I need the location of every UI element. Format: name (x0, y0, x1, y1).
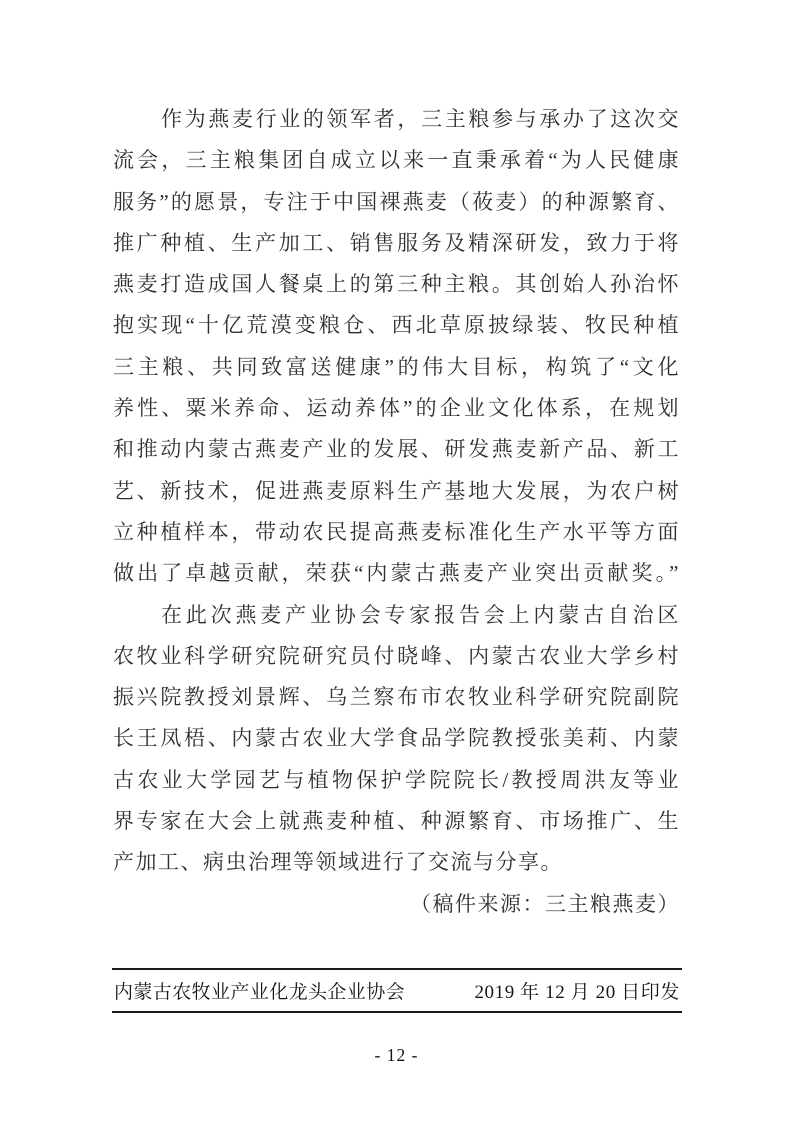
body-line: 服务”的愿景，专注于中国裸燕麦（莜麦）的种源繁育、 (113, 189, 680, 214)
body-line: 界专家在大会上就燕麦种植、种源繁育、市场推广、生 (113, 809, 680, 834)
footer (112, 968, 682, 1013)
body-line: 推广种植、生产加工、销售服务及精深研发，致力于将 (113, 230, 680, 255)
body-line: 三主粮、共同致富送健康”的伟大目标，构筑了“文化 (113, 354, 680, 379)
body-line: 和推动内蒙古燕麦产业的发展、研发燕麦新产品、新工 (113, 437, 680, 462)
body-line: 在此次燕麦产业协会专家报告会上内蒙古自治区 (161, 602, 680, 627)
footer-print-date: 2019 年 12 月 20 日印发 (474, 982, 680, 1003)
footer-org: 内蒙古农牧业产业化龙头企业协会 (114, 982, 406, 1003)
page-number: - 12 - (374, 1045, 419, 1065)
body-line: 抱实现“十亿荒漠变粮仓、西北草原披绿装、牧民种植 (113, 313, 680, 338)
body-line: 养性、粟米养命、运动养体”的企业文化体系，在规划 (113, 396, 680, 421)
body-line: 燕麦打造成国人餐桌上的第三种主粮。其创始人孙治怀 (113, 272, 680, 297)
document-body (113, 99, 680, 925)
attribution-line: （稿件来源：三主粮燕麦） (410, 891, 680, 916)
body-line: 农牧业科学研究院研究员付晓峰、内蒙古农业大学乡村 (113, 643, 680, 668)
body-line: 流会，三主粮集团自成立以来一直秉承着“为人民健康 (113, 148, 680, 173)
body-line: 艺、新技术，促进燕麦原料生产基地大发展，为农户树 (113, 478, 680, 503)
body-line: 立种植样本，带动农民提高燕麦标准化生产水平等方面 (113, 519, 680, 544)
body-line: 古农业大学园艺与植物保护学院院长/教授周洪友等业 (113, 767, 680, 792)
body-line: 产加工、病虫治理等领域进行了交流与分享。 (113, 850, 563, 875)
body-line: 长王凤梧、内蒙古农业大学食品学院教授张美莉、内蒙 (113, 726, 680, 751)
body-line: 做出了卓越贡献，荣获“内蒙古燕麦产业突出贡献奖。” (113, 561, 680, 586)
body-line: 振兴院教授刘景辉、乌兰察布市农牧业科学研究院副院 (113, 685, 680, 710)
body-line: 作为燕麦行业的领军者，三主粮参与承办了这次交 (161, 107, 680, 131)
